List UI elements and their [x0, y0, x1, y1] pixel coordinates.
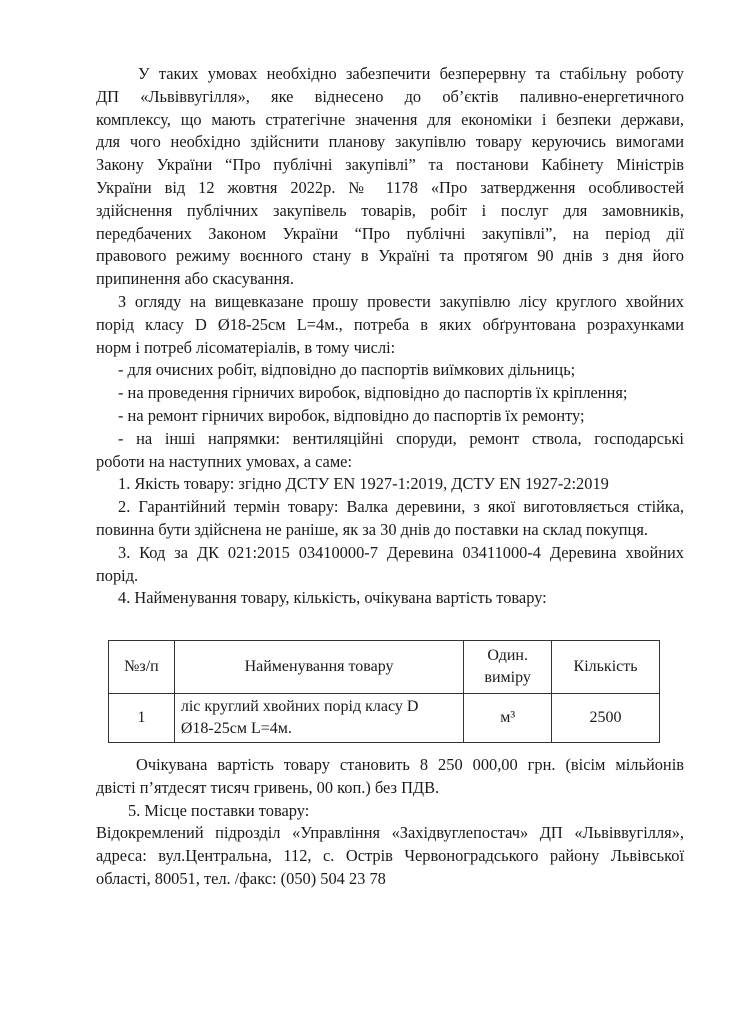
- header-unit: [464, 641, 552, 694]
- header-quantity: Кількість: [552, 641, 660, 694]
- header-item-name: Найменування товару: [174, 641, 463, 694]
- text-line: ДП «Львіввугілля», яке віднесено до об’єктів паливно-енергетичного: [96, 86, 684, 106]
- numbered-item: 3. Код за ДК 021:2015 03410000-7 Деревина 03411000-4 Деревина хвойних: [118, 542, 684, 562]
- goods-table: [108, 640, 660, 743]
- list-item: - для очисних робіт, відповідно до паспортів виїмкових дільниць;: [118, 360, 576, 380]
- text-line: для чого необхідно здійснити планову закупівлю товару керуючись вимогами: [96, 132, 684, 152]
- text-line: двісті п’ятдесят тисяч гривень, 00 коп.) без ПДВ.: [96, 777, 440, 797]
- item-name-line2: Ø18-25см L=4м.: [180, 720, 292, 737]
- header-number: №з/п: [109, 641, 175, 694]
- intro-paragraph: [96, 63, 684, 291]
- text-line: України від 12 жовтня 2022р. № 1178 «Про затвердження особливостей: [96, 177, 684, 197]
- numbered-item: 2. Гарантійний термін товару: Валка деревини, з якої виготовляється стійка,: [118, 497, 684, 517]
- numbered-item: 1. Якість товару: згідно ДСТУ EN 1927-1:2019, ДСТУ EN 1927-2:2019: [118, 474, 609, 494]
- text-line: норм і потреб лісоматеріалів, в тому числі:: [96, 337, 396, 357]
- purchase-request-paragraph: [96, 291, 684, 610]
- table-header-row: [109, 641, 660, 694]
- cell-item-name: [174, 694, 463, 743]
- text-line: Відокремлений підрозділ «Управління «Західвуглепостач» ДП «Львіввугілля»,: [96, 823, 684, 843]
- text-line: Закону України “Про публічні закупівлі” та постанови Кабінету Міністрів: [96, 155, 684, 175]
- text-line: припинення або скасування.: [96, 269, 294, 289]
- text-line: правового режиму воєнного стану в Україні та протягом 90 днів з дня його: [96, 246, 684, 266]
- list-item: - на ремонт гірничих виробок, відповідно до паспортів їх ремонту;: [118, 405, 585, 425]
- text-line: передбачених Законом України “Про публічні закупівлі”, на період дії: [96, 223, 684, 243]
- numbered-item: 5. Місце поставки товару:: [128, 800, 310, 820]
- text-line: області, 80051, тел. /факс: (050) 504 23 78: [96, 868, 386, 888]
- text-line: повинна бути здійснена не раніше, як за 30 днів до поставки на склад покупця.: [96, 519, 648, 539]
- cell-quantity: 2500: [552, 694, 660, 743]
- list-item: - на проведення гірничих виробок, відповідно до паспортів їх кріплення;: [118, 383, 628, 403]
- text-line: порід класу D Ø18-25см L=4м., потреба в яких обґрунтована розрахунками: [96, 314, 684, 334]
- cell-unit: м³: [464, 694, 552, 743]
- table-row: [109, 694, 660, 743]
- text-line: комплексу, що мають стратегічне значення для економіки і безпеки держави,: [96, 109, 684, 129]
- text-line: здійснення публічних закупівель товарів, робіт і послуг для замовників,: [96, 200, 684, 220]
- text-line: роботи на наступних умовах, а саме:: [96, 451, 353, 471]
- text-line: Очікувана вартість товару становить 8 250 000,00 грн. (вісім мільйонів: [136, 755, 684, 774]
- numbered-item: 4. Найменування товару, кількість, очікувана вартість товару:: [118, 588, 547, 608]
- cost-and-delivery-paragraph: [96, 754, 684, 891]
- header-unit-line1: Один.: [487, 647, 528, 664]
- text-line: порід.: [96, 565, 139, 585]
- text-line: адреса: вул.Центральна, 112, с. Острів Червоноградського району Львівської: [96, 846, 684, 866]
- header-unit-line2: виміру: [484, 669, 531, 686]
- text-line: З огляду на вищевказане прошу провести закупівлю лісу круглого хвойних: [118, 292, 684, 311]
- list-item: - на інші напрямки: вентиляційні споруди, ремонт ствола, господарські: [118, 428, 684, 448]
- text-line: У таких умовах необхідно забезпечити безперервну та стабільну роботу: [138, 64, 684, 83]
- item-name-line1: ліс круглий хвойних порід класу D: [180, 698, 419, 715]
- cell-number: 1: [109, 694, 175, 743]
